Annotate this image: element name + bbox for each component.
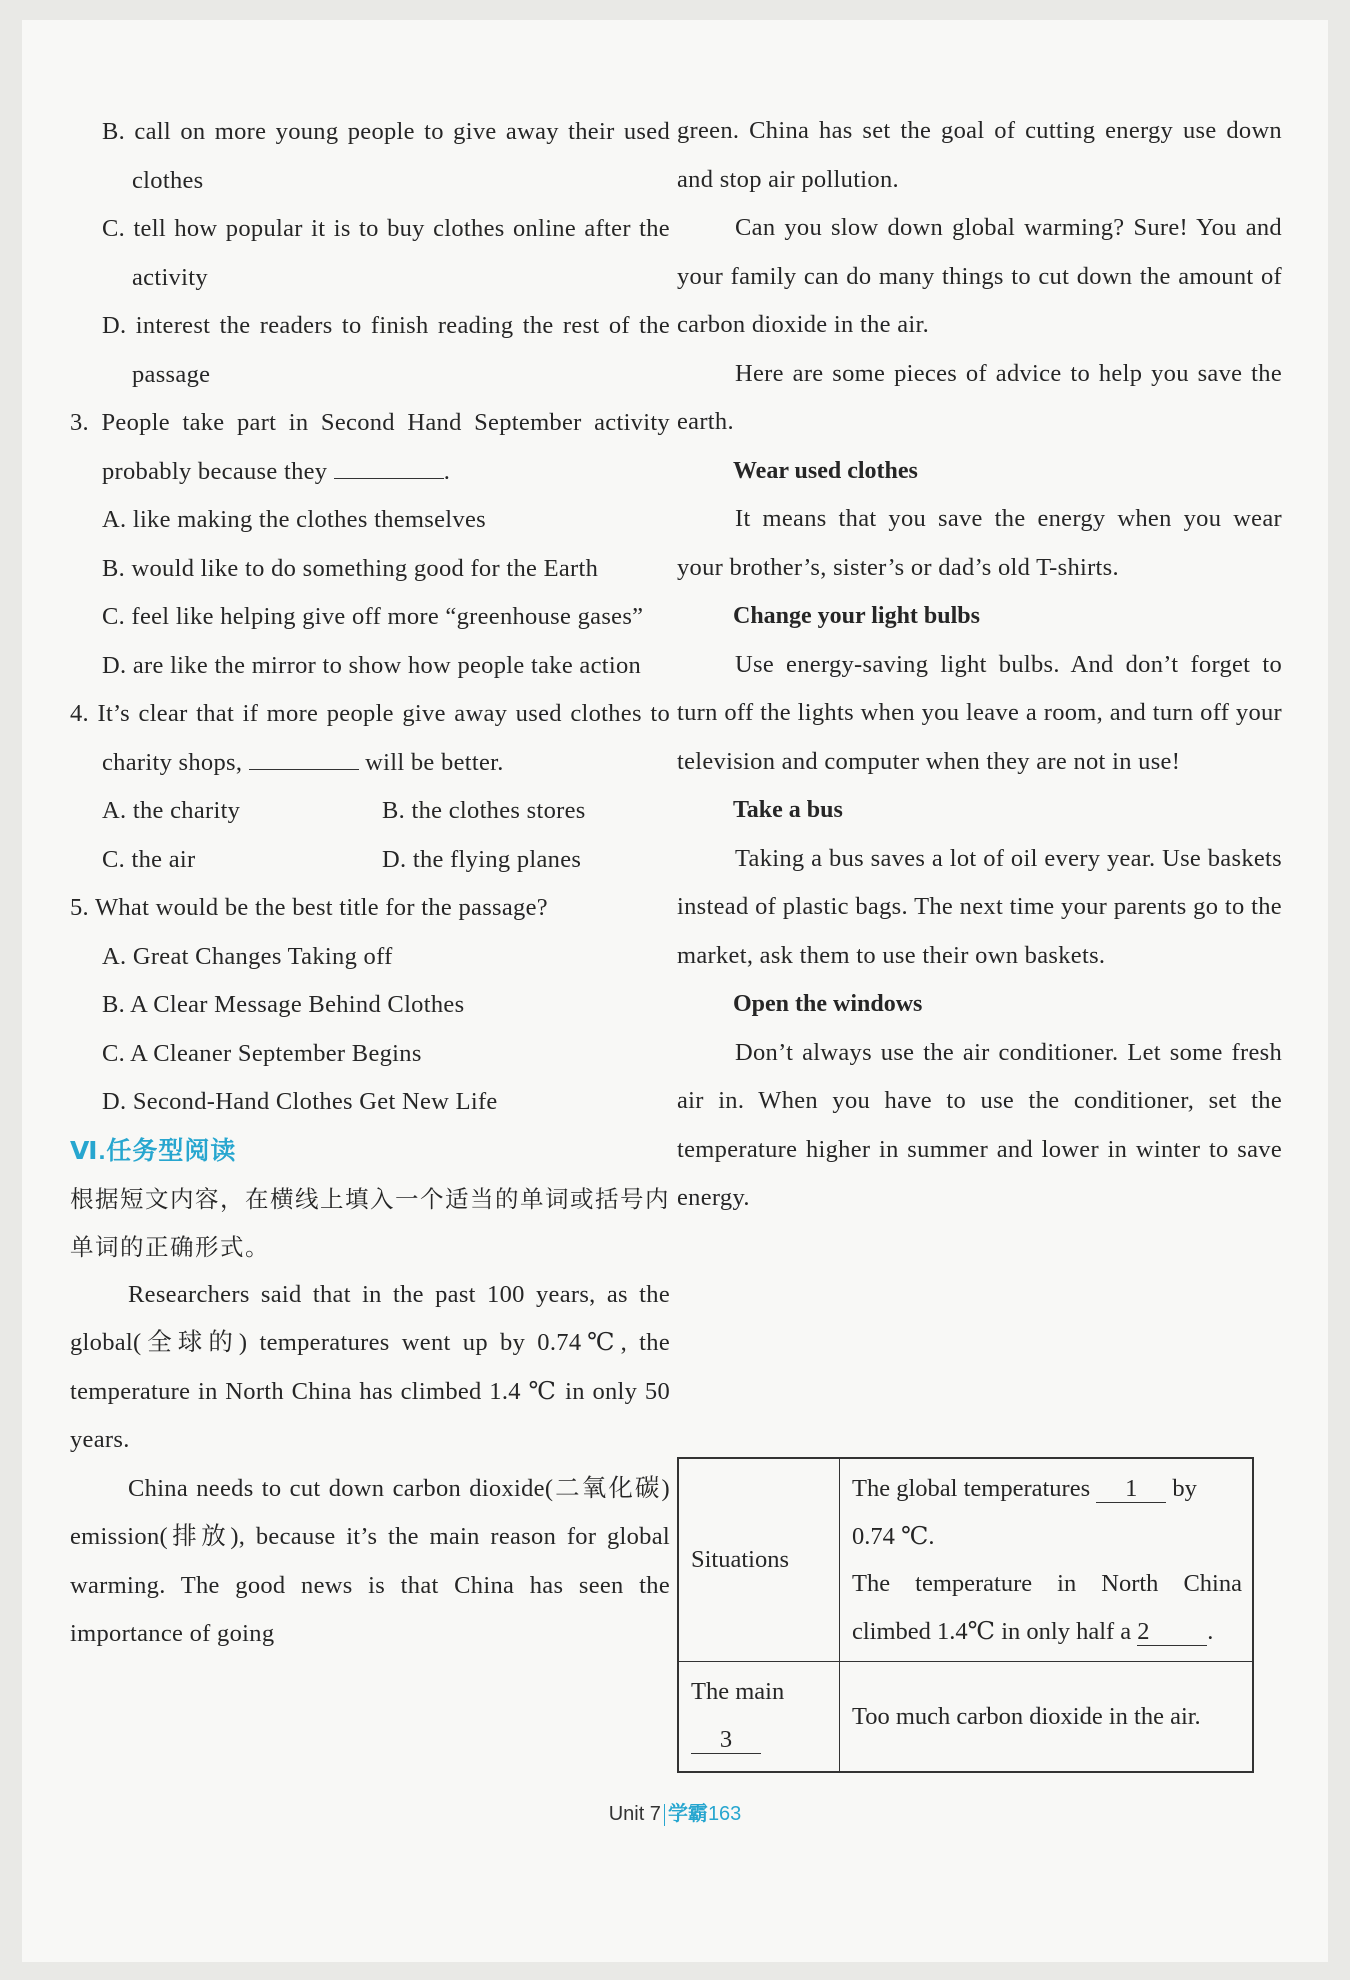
section-heading: Ⅵ.任务型阅读: [70, 1136, 237, 1165]
q3-option-c: C. feel like helping give off more “greenhouse gases”: [102, 603, 644, 630]
page-number: 163: [707, 1803, 742, 1825]
brand-name: 学霸: [667, 1803, 708, 1825]
passage-paragraph-2: China needs to cut down carbon dioxide(二氧化碳) emission(排放), because it’s the main reason for global warming. The good news is that China has seen the importance of going: [70, 1474, 670, 1647]
table-cell-main-reason: Too much carbon dioxide in the air.: [840, 1662, 1254, 1773]
situation-line-2: [852, 1560, 1242, 1655]
q4-options-row1: [70, 787, 670, 836]
q4-stem-text: 4. It’s clear that if more people give away used clothes to charity shops,: [70, 700, 670, 776]
advice-take-a-bus: Taking a bus saves a lot of oil every year. Use baskets instead of plastic bags. The next time your parents go to the market, ask them to use their own baskets.: [677, 844, 1282, 969]
instruction-text: 根据短文内容，在横线上填入一个适当的单词或括号内单词的正确形式。: [70, 1184, 670, 1261]
subheading-wear-used-clothes: Wear used clothes: [733, 457, 918, 484]
subheading-open-the-windows: Open the windows: [733, 991, 923, 1017]
q5-stem: 5. What would be the best title for the passage?: [70, 894, 548, 921]
q4-answer-blank[interactable]: [249, 747, 359, 770]
passage-paragraph-4: Here are some pieces of advice to help you save the earth.: [677, 359, 1282, 435]
q4-option-b: B. the clothes stores: [382, 797, 586, 824]
advice-open-the-windows: Don’t always use the air conditioner. Let some fresh air in. When you have to use the conditioner, set the temperature higher in summer and lower in winter to save energy.: [677, 1038, 1282, 1211]
q3-stem-text: 3. People take part in Second Hand September activity probably because they: [70, 409, 670, 485]
situation-1-end: by 0.74 ℃.: [852, 1475, 1197, 1550]
table-row-main-reason: [678, 1662, 1253, 1773]
table-label-main: [678, 1662, 840, 1773]
task-table: [677, 1457, 1254, 1773]
passage-paragraph-3: Can you slow down global warming? Sure! You and your family can do many things to cut down the amount of carbon dioxide in the air.: [677, 214, 1282, 338]
q3-stem: [70, 399, 670, 496]
passage-paragraph-1: Researchers said that in the past 100 years, as the global(全球的) temperatures went up by 0.74℃, the temperature in North China has climbed 1.4 ℃ in only 50 years.: [70, 1280, 670, 1453]
q4-option-d: D. the flying planes: [382, 845, 582, 873]
table-row-situations: [678, 1458, 1253, 1662]
q4-stem-end: will be better.: [358, 748, 504, 776]
situation-line-1: [852, 1465, 1242, 1560]
passage-paragraph-2-continued: green. China has set the goal of cutting energy use down and stop air pollution.: [677, 117, 1282, 193]
q4-options-row2: [70, 836, 670, 885]
blank-1[interactable]: 1: [1096, 1476, 1166, 1503]
left-column: [70, 108, 670, 1659]
q2-option-c: C. tell how popular it is to buy clothes online after the activity: [102, 215, 670, 291]
q3-option-d: D. are like the mirror to show how people take action: [102, 651, 642, 679]
q5-option-d: D. Second-Hand Clothes Get New Life: [102, 1088, 498, 1115]
situation-1-text: The global temperatures: [852, 1475, 1097, 1502]
q5-option-a: A. Great Changes Taking off: [102, 942, 393, 970]
blank-2[interactable]: 2: [1137, 1619, 1207, 1646]
situation-2-text: The temperature in North China climbed 1.4℃ in only half a: [852, 1570, 1242, 1645]
right-column: [677, 107, 1282, 1753]
q2-option-b: B. call on more young people to give away their used clothes: [102, 118, 670, 194]
advice-change-light-bulbs: Use energy-saving light bulbs. And don’t forget to turn off the lights when you leave a room, and turn off your television and computer when they are not in use!: [677, 650, 1282, 775]
blank-3[interactable]: 3: [691, 1727, 761, 1754]
table-label-situations: Situations: [678, 1458, 840, 1662]
q5-option-c: C. A Cleaner September Begins: [102, 1039, 422, 1067]
q3-answer-blank[interactable]: [334, 456, 444, 479]
table-cell-situations: [840, 1458, 1254, 1662]
advice-wear-used-clothes: It means that you save the energy when you wear your brother’s, sister’s or dad’s old T-shirts.: [677, 505, 1282, 581]
q2-option-d: D. interest the readers to finish reading the rest of the passage: [102, 312, 670, 388]
table-label-main-text: The main: [691, 1678, 785, 1705]
page-footer: [22, 1797, 1328, 1826]
subheading-take-a-bus: Take a bus: [733, 797, 843, 823]
unit-label: Unit 7: [608, 1803, 661, 1825]
q4-option-a: A. the charity: [102, 797, 241, 824]
q5-option-b: B. A Clear Message Behind Clothes: [102, 991, 465, 1018]
workbook-page: [22, 20, 1328, 1962]
q4-option-c: C. the air: [102, 845, 196, 873]
footer-divider: [664, 1804, 665, 1826]
q3-option-b: B. would like to do something good for the Earth: [102, 554, 599, 582]
q4-stem: [70, 690, 670, 787]
subheading-change-light-bulbs: Change your light bulbs: [733, 603, 980, 629]
situation-2-end: .: [1207, 1617, 1214, 1645]
q3-stem-end: .: [443, 457, 451, 485]
q3-option-a: A. like making the clothes themselves: [102, 506, 486, 533]
